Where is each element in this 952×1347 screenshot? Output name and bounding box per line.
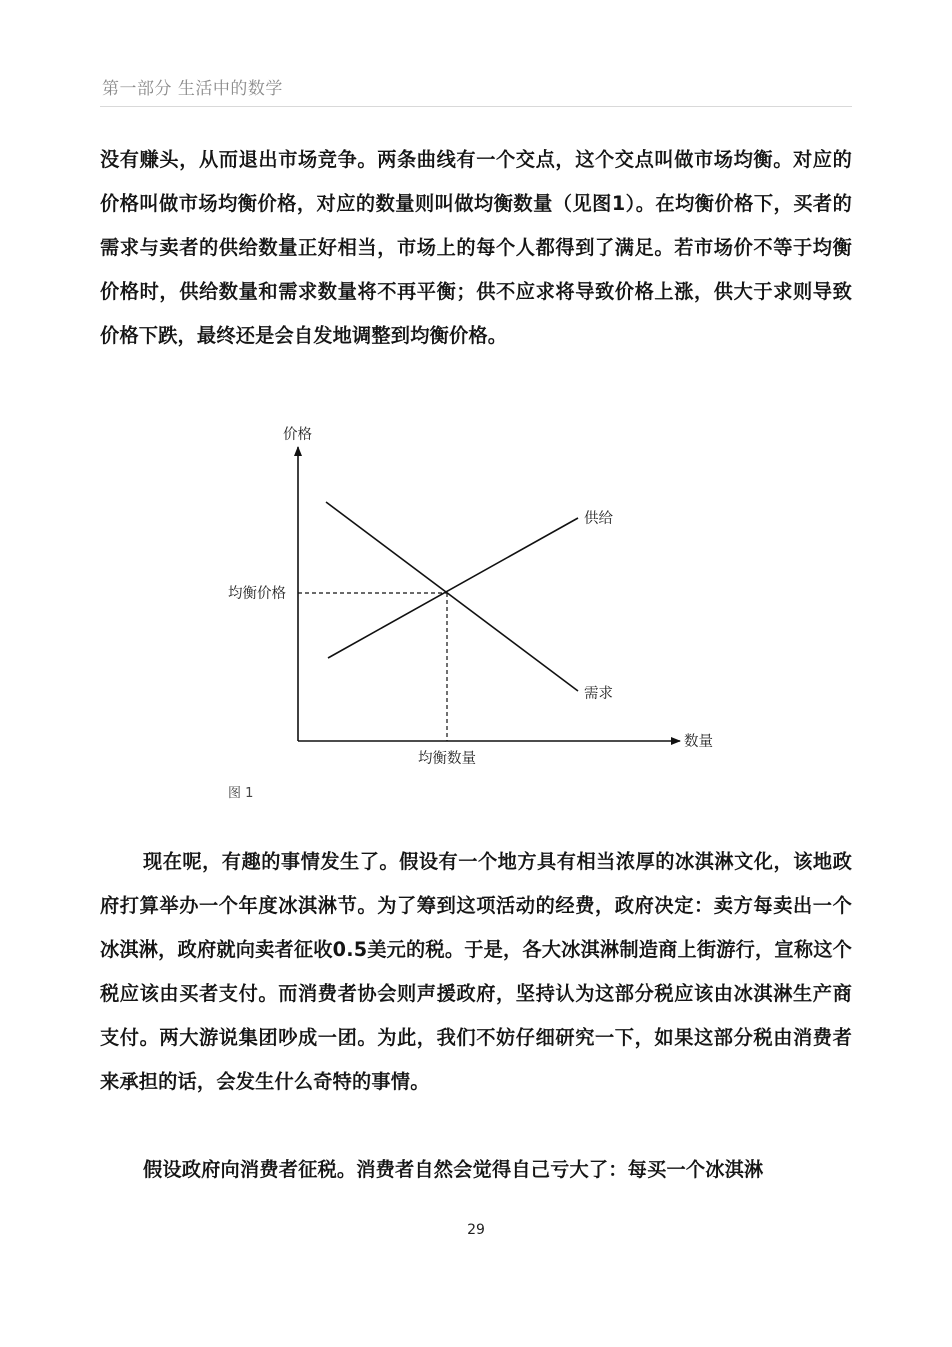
supply-demand-diagram	[210, 415, 750, 785]
page-number: 29	[467, 1222, 485, 1238]
equilibrium-quantity-label: 均衡数量	[418, 751, 476, 767]
running-head: 第一部分 生活中的数学	[102, 79, 283, 99]
body-paragraph: 现在呢，有趣的事情发生了。假设有一个地方具有相当浓厚的冰淇淋文化，该地政府打算举办一个年度冰淇淋节。为了筹到这项活动的经费，政府决定：卖方每卖出一个冰淇淋，政府就向卖者征收0.5美元的税。于是，各大冰淇淋制造商上街游行，宣称这个税应该由买者支付。而消费者协会则声援政府，坚持认为这部分税应该由冰淇淋生产商支付。两大游说集团吵成一团。为此，我们不妨仔细研究一下，如果这部分税由消费者来承担的话，会发生什么奇特的事情。	[100, 850, 852, 1093]
body-paragraph: 假设政府向消费者征税。消费者自然会觉得自己亏大了：每买一个冰淇淋	[143, 1158, 764, 1181]
equilibrium-price-label: 均衡价格	[228, 586, 286, 602]
supply-curve	[328, 518, 578, 658]
header-divider	[100, 106, 852, 107]
y-axis-label: 价格	[283, 427, 312, 443]
supply-label: 供给	[584, 511, 613, 527]
x-axis-label: 数量	[684, 734, 713, 750]
body-paragraph: 没有赚头，从而退出市场竞争。两条曲线有一个交点，这个交点叫做市场均衡。对应的价格叫做市场均衡价格，对应的数量则叫做均衡数量（见图1）。在均衡价格下，买者的需求与卖者的供给数量正好相当，市场上的每个人都得到了满足。若市场价不等于均衡价格时，供给数量和需求数量将不再平衡；供不应求将导致价格上涨，供大于求则导致价格下跌，最终还是会自发地调整到均衡价格。	[100, 148, 852, 347]
demand-label: 需求	[584, 686, 613, 702]
demand-curve	[326, 502, 578, 691]
figure-caption: 图 1	[228, 786, 254, 801]
